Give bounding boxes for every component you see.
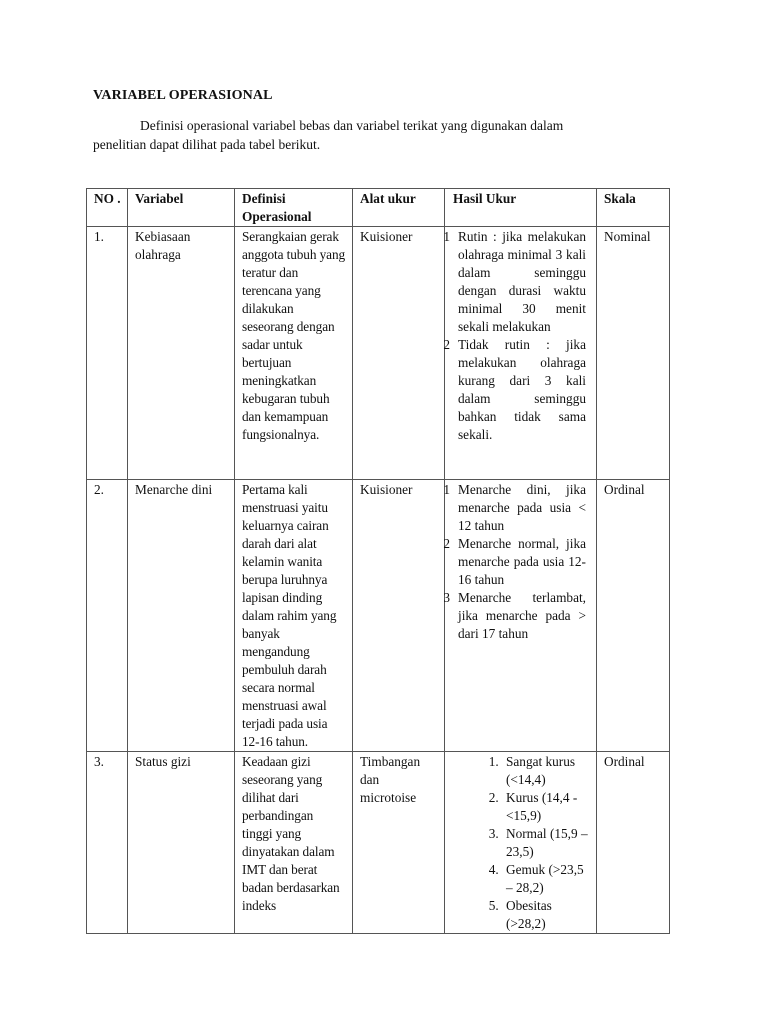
table-row (87, 752, 670, 934)
header-hasil-ukur: Hasil Ukur (445, 189, 597, 227)
hasil-item (443, 336, 590, 444)
header-alat-ukur: Alat ukur (353, 189, 445, 227)
cell-hasil-ukur (445, 480, 597, 752)
cell-hasil-ukur (445, 227, 597, 480)
hasil-item (443, 228, 590, 336)
list-item: 3. Normal (15,9 – 23,5) (502, 825, 590, 861)
cell-hasil-ukur (445, 752, 597, 934)
cell-no: 2. (87, 480, 128, 752)
cell-no: 1. (87, 227, 128, 480)
operational-variables-table (86, 188, 670, 934)
hasil-item-text: Menarche dini, jika menarche pada usia < 12 tahun (458, 482, 586, 533)
cell-skala: Nominal (597, 227, 670, 480)
table-row (87, 480, 670, 752)
table-row (87, 227, 670, 480)
intro-line-2: penelitian dapat dilihat pada tabel berikut. (93, 137, 321, 152)
cell-definisi: Keadaan gizi seseorang yang dilihat dari perbandingan tinggi yang dinyatakan dalam IMT dan berat badan berdasarkan indeks (235, 752, 353, 934)
list-item: 1. Sangat kurus (<14,4) (502, 753, 590, 789)
hasil-item-text: Rutin : jika melakukan olahraga minimal 3 kali dalam seminggu dengan durasi waktu minimal 30 menit sekali melakukan (458, 229, 586, 334)
cell-skala: Ordinal (597, 480, 670, 752)
hasil-item-text: Menarche normal, jika menarche pada usia 12-16 tahun (458, 536, 586, 587)
cell-variabel: Menarche dini (128, 480, 235, 752)
header-skala: Skala (597, 189, 670, 227)
hasil-item-number: 3 (443, 590, 450, 605)
header-no: NO . (87, 189, 128, 227)
cell-variabel: Kebiasaan olahraga (128, 227, 235, 480)
status-gizi-categories-list (452, 753, 590, 933)
cell-definisi: Serangkaian gerak anggota tubuh yang teratur dan terencana yang dilakukan seseorang dengan sadar untuk bertujuan meningkatkan kebugaran tubuh dan kemampuan fungsionalnya. (235, 227, 353, 480)
hasil-item-text: Menarche terlambat, jika menarche pada > dari 17 tahun (458, 590, 586, 641)
hasil-item (443, 589, 590, 643)
intro-paragraph (93, 116, 633, 154)
hasil-item-number: 2 (443, 337, 450, 352)
cell-definisi: Pertama kali menstruasi yaitu keluarnya cairan darah dari alat kelamin wanita berupa luruhnya lapisan dinding dalam rahim yang banyak mengandung pembuluh darah secara normal menstruasi awal terjadi pada usia 12-16 tahun. (235, 480, 353, 752)
list-item: 2. Kurus (14,4 - <15,9) (502, 789, 590, 825)
cell-skala: Ordinal (597, 752, 670, 934)
intro-line-1: Definisi operasional variabel bebas dan variabel terikat yang digunakan dalam (140, 118, 564, 133)
hasil-item-number: 2 (443, 536, 450, 551)
cell-variabel: Status gizi (128, 752, 235, 934)
hasil-item (443, 535, 590, 589)
hasil-item-number: 1 (443, 482, 450, 497)
cell-alat-ukur: Kuisioner (353, 227, 445, 480)
hasil-item (443, 481, 590, 535)
hasil-item-number: 1 (443, 229, 450, 244)
header-variabel: Variabel (128, 189, 235, 227)
cell-no: 3. (87, 752, 128, 934)
cell-alat-ukur: Timbangan dan microtoise (353, 752, 445, 934)
list-item: 5. Obesitas (>28,2) (502, 897, 590, 933)
table-header-row (87, 189, 670, 227)
header-definisi: Definisi Operasional (235, 189, 353, 227)
document-heading: VARIABEL OPERASIONAL (93, 88, 273, 103)
cell-alat-ukur: Kuisioner (353, 480, 445, 752)
hasil-item-text: Tidak rutin : jika melakukan olahraga kurang dari 3 kali dalam seminggu bahkan tidak sama sekali. (458, 337, 586, 442)
list-item: 4. Gemuk (>23,5 – 28,2) (502, 861, 590, 897)
